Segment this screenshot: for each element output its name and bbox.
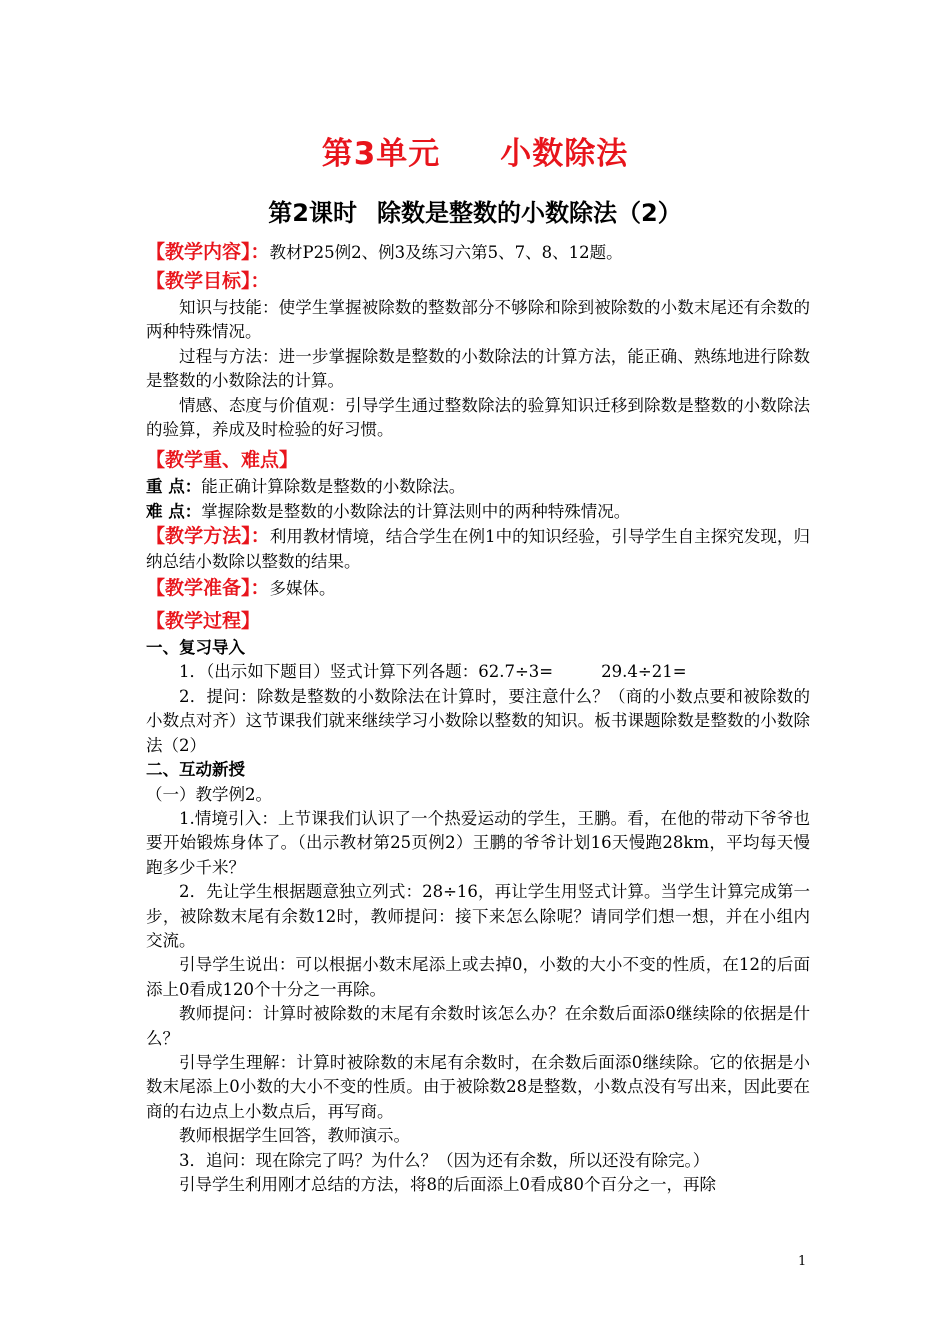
example-2-heading: （一）教学例2。: [146, 784, 272, 804]
paragraph: 教师提问：计算时被除数的末尾有余数时该怎么办？在余数后面添0继续除的依据是什么？: [146, 1004, 810, 1048]
review-item-1-text: 1．（出示如下题目）竖式计算下列各题：62.7÷3=: [179, 662, 554, 682]
review-item-1-second: 29.4÷21=: [601, 662, 687, 682]
teaching-content: [146, 238, 810, 267]
key-point: [146, 475, 810, 499]
unit-name: 小数除法: [500, 136, 629, 172]
teaching-content-text: 教材P25例2、例3及练习六第5、7、8、12题。: [269, 243, 623, 262]
difficulty-point: [146, 500, 810, 524]
paragraph: 1.情境引入：上节课我们认识了一个热爱运动的学生，王鹏。看，在他的带动下爷爷也要开始锻炼身体了。（出示教材第25页例2）王鹏的爷爷计划16天慢跑28km，平均每天慢跑多少千米？: [146, 808, 810, 877]
section-review: 一、复习导入: [146, 638, 245, 658]
key-points-heading: [146, 446, 810, 475]
unit-number: 第3单元: [321, 136, 441, 172]
teaching-goals-heading: [146, 267, 810, 296]
paragraph: 引导学生理解：计算时被除数的末尾有余数时，在余数后面添0继续除。它的依据是小数末尾添上0小数的大小不变的性质。由于被除数28是整数，小数点没有写出来，因此要在商的右边点上小数点后，再写商。: [146, 1052, 810, 1121]
goal-process: 过程与方法：进一步掌握除数是整数的小数除法的计算方法，能正确、熟练地进行除数是整数的小数除法的计算。: [146, 346, 810, 391]
lesson-title: [0, 193, 950, 228]
section-new-teaching: 二、互动新授: [146, 760, 245, 780]
teaching-goals-label: 【教学目标】：: [146, 270, 270, 292]
key-points-label: 【教学重、难点】: [146, 449, 299, 472]
teaching-method: [146, 524, 810, 574]
lesson-number: 第2课时: [268, 199, 357, 227]
paragraph: 引导学生说出：可以根据小数末尾添上或去掉0，小数的大小不变的性质，在12的后面添上0看成120个十分之一再除。: [146, 955, 810, 999]
teaching-process-heading: [146, 607, 810, 636]
key-point-text: 能正确计算除数是整数的小数除法。: [201, 477, 466, 497]
teaching-process-label: 【教学过程】: [146, 610, 261, 633]
teaching-method-heading: 【教学方法】：: [146, 525, 270, 548]
teaching-prep: [146, 574, 810, 603]
review-item-2: 2．提问：除数是整数的小数除法在计算时，要注意什么？（商的小数点要和被除数的小数点对齐）这节课我们就来继续学习小数除以整数的知识。板书课题除数是整数的小数除法（2）: [146, 686, 810, 755]
unit-title: [0, 128, 950, 173]
paragraph: 引导学生利用刚才总结的方法，将8的后面添上0看成80个百分之一，再除: [179, 1175, 716, 1194]
key-point-label: 重 点：: [146, 477, 202, 497]
teaching-prep-heading: 【教学准备】：: [146, 577, 270, 600]
difficulty-label: 难 点：: [146, 501, 202, 521]
review-item-1: [146, 660, 810, 684]
paragraph: 3．追问：现在除完了吗？为什么？（因为还有余数，所以还没有除完。）: [179, 1150, 710, 1170]
page-number: 1: [798, 1254, 807, 1269]
difficulty-text: 掌握除数是整数的小数除法的计算法则中的两种特殊情况。: [201, 501, 631, 521]
goal-knowledge: 知识与技能：使学生掌握被除数的整数部分不够除和除到被除数的小数末尾还有余数的两种特殊情况。: [146, 298, 810, 342]
goal-emotion: 情感、态度与价值观：引导学生通过整数除法的验算知识迁移到除数是整数的小数除法的验算，养成及时检验的好习惯。: [146, 395, 810, 440]
lesson-name: 除数是整数的小数除法（2）: [377, 199, 682, 227]
teaching-method-text: 利用教材情境，结合学生在例1中的知识经验，引导学生自主探究发现，归纳总结小数除以整数的结果。: [146, 527, 810, 571]
paragraph: 教师根据学生回答，教师演示。: [179, 1126, 410, 1146]
document-body: [146, 238, 810, 1197]
paragraph: 2．先让学生根据题意独立列式：28÷16，再让学生用竖式计算。当学生计算完成第一步，被除数末尾有余数12时，教师提问：接下来怎么除呢？请同学们想一想，并在小组内交流。: [146, 882, 810, 950]
teaching-prep-text: 多媒体。: [269, 579, 336, 599]
teaching-content-heading: 【教学内容】：: [146, 241, 270, 263]
